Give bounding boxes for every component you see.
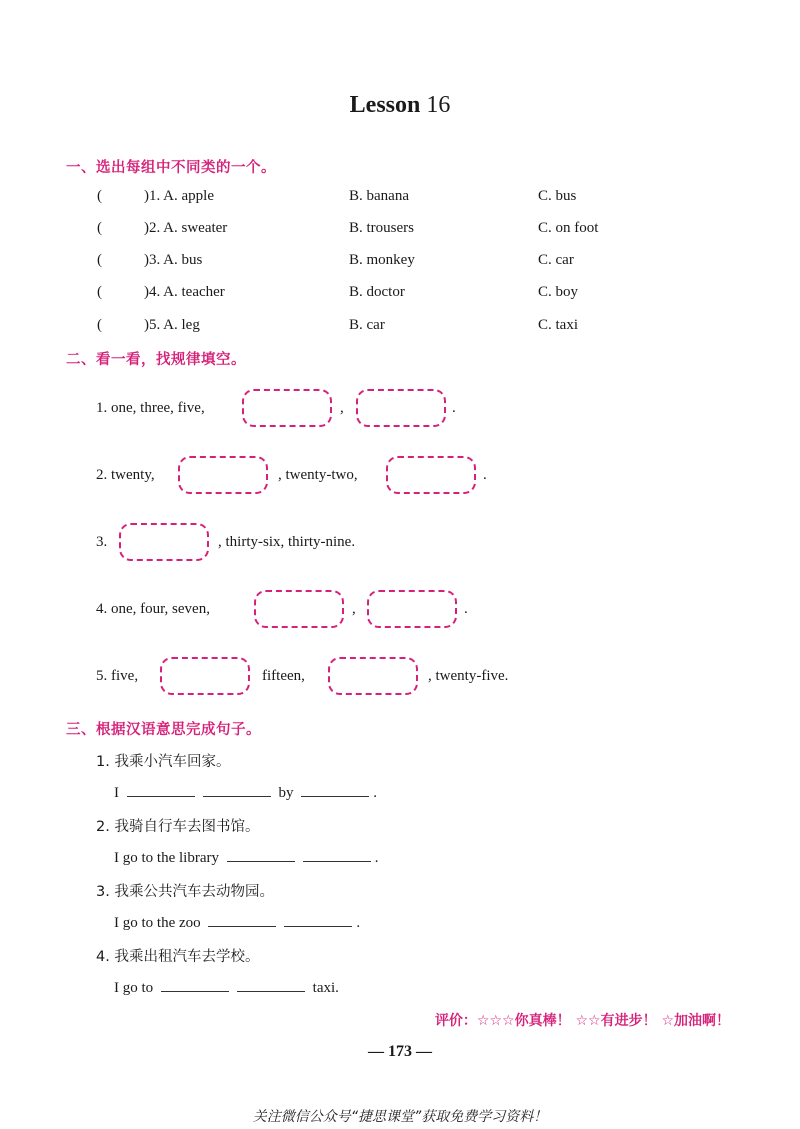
sentence-chinese: 4. 我乘出租汽车去学校。 [96, 949, 260, 965]
blank-line[interactable] [208, 912, 276, 927]
title-lesson: Lesson [349, 92, 421, 118]
q1-text: 1. one, three, five, [96, 400, 205, 416]
answer-box[interactable] [356, 389, 446, 427]
blank-line[interactable] [301, 782, 369, 797]
answer-box[interactable] [242, 389, 332, 427]
q3-text: 3. [96, 534, 108, 550]
sentence-chinese: 3. 我乘公共汽车去动物园。 [96, 884, 274, 900]
blank-line[interactable] [161, 977, 229, 992]
q4-text: 4. one, four, seven, [96, 601, 210, 617]
blank-line[interactable] [303, 847, 371, 862]
title-number: 16 [426, 92, 451, 118]
q2-text: 2. twenty, [96, 467, 155, 483]
blank-line[interactable] [227, 847, 295, 862]
sentence-english: I go to the library . [114, 847, 378, 867]
blank-line[interactable] [284, 912, 352, 927]
section3-heading: 三、根据汉语意思完成句子。 [66, 722, 261, 738]
answer-box[interactable] [160, 657, 250, 695]
answer-box[interactable] [328, 657, 418, 695]
sentence-english: I by . [114, 782, 377, 802]
answer-box[interactable] [386, 456, 476, 494]
footer-note: 关注微信公众号“捷思课堂”获取免费学习资料！ [252, 1109, 548, 1125]
blank-line[interactable] [203, 782, 271, 797]
page-title [0, 92, 800, 119]
section1-heading: 一、选出每组中不同类的一个。 [66, 160, 276, 176]
sentence-english: I go to the zoo . [114, 912, 360, 932]
sentence-chinese: 2. 我骑自行车去图书馆。 [96, 819, 260, 835]
answer-box[interactable] [178, 456, 268, 494]
rating-text: 评价：☆☆☆你真棒！ ☆☆有进步！ ☆加油啊！ [434, 1013, 730, 1029]
blank-line[interactable] [237, 977, 305, 992]
blank-line[interactable] [127, 782, 195, 797]
answer-box[interactable] [254, 590, 344, 628]
answer-box[interactable] [367, 590, 457, 628]
sentence-english: I go to taxi. [114, 977, 339, 997]
q5-text: 5. five, [96, 668, 139, 684]
page-number: — 173 — [368, 1043, 432, 1060]
sentence-chinese: 1. 我乘小汽车回家。 [96, 754, 231, 770]
section2-heading: 二、看一看，找规律填空。 [66, 352, 246, 368]
answer-box[interactable] [119, 523, 209, 561]
